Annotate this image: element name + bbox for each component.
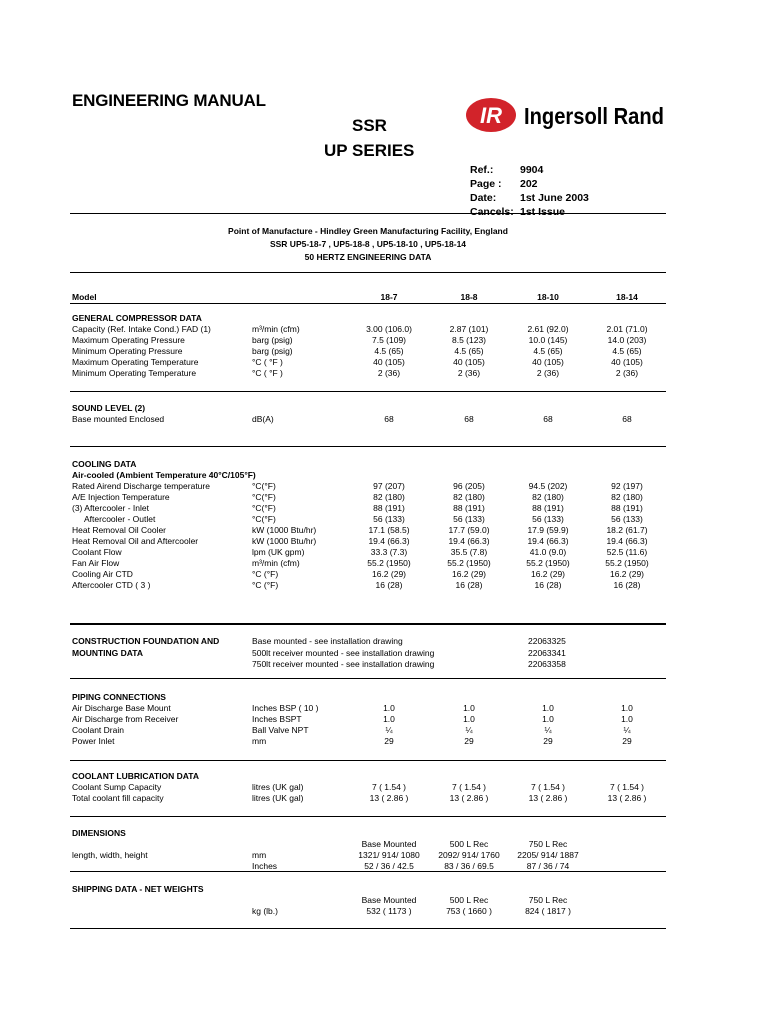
row-value: 68 <box>464 414 474 424</box>
table-header-row <box>72 895 568 906</box>
manufacture-point: Point of Manufacture - Hindley Green Manufacturing Facility, England <box>228 226 508 236</box>
table-row <box>72 782 645 793</box>
drawing-description: 500lt receiver mounted - see installation drawing <box>252 647 435 658</box>
mounting-heading: MOUNTING DATA <box>72 647 143 658</box>
table-row <box>72 793 647 804</box>
row-value: 13 ( 2.86 ) <box>449 793 489 803</box>
table-row <box>72 714 633 725</box>
table-row <box>72 569 645 580</box>
row-unit: litres (UK gal) <box>252 793 304 803</box>
reference-value: 1st June 2003 <box>520 192 589 204</box>
divider <box>70 272 666 273</box>
product-name: SSR <box>352 116 387 135</box>
column-header: Base Mounted <box>361 895 417 905</box>
row-value: 55.2 (1950) <box>367 558 411 568</box>
row-label: Rated Airend Discharge temperature <box>72 481 210 491</box>
row-value: 68 <box>384 414 394 424</box>
row-value: 55.2 (1950) <box>605 558 649 568</box>
row-label: Maximum Operating Temperature <box>72 357 199 367</box>
divider <box>70 678 666 679</box>
table-row <box>72 725 631 736</box>
row-label: Coolant Drain <box>72 725 124 735</box>
table-row <box>72 850 579 861</box>
row-value: 97 (207) <box>373 481 405 491</box>
model-code: 18-8 <box>460 292 478 302</box>
section-subheading: Air-cooled (Ambient Temperature 40°C/105°F) <box>72 470 256 480</box>
row-value: 17.7 (59.0) <box>448 525 490 535</box>
row-value: 29 <box>464 736 474 746</box>
row-value: 10.0 (145) <box>528 335 568 345</box>
row-unit: kW (1000 Btu/hr) <box>252 525 317 535</box>
divider <box>70 816 666 817</box>
row-unit: barg (psig) <box>252 335 293 345</box>
row-value: 8.5 (123) <box>451 335 487 345</box>
row-label: Fan Air Flow <box>72 558 120 568</box>
row-unit: Inches BSP ( 10 ) <box>252 703 319 713</box>
svg-text:IR: IR <box>480 103 502 128</box>
column-header: Base Mounted <box>361 839 417 849</box>
row-unit: m³/min (cfm) <box>252 324 300 334</box>
row-value: 96 (205) <box>453 481 485 491</box>
row-value: 17.9 (59.9) <box>527 525 569 535</box>
row-value: 2.87 (101) <box>449 324 489 334</box>
row-value: 29 <box>622 736 632 746</box>
row-value: 56 (133) <box>532 514 564 524</box>
row-label: Total coolant fill capacity <box>72 793 164 803</box>
column-header: 500 L Rec <box>449 895 489 905</box>
row-value: 4.5 (65) <box>454 346 484 356</box>
row-label: Aftercooler CTD ( 3 ) <box>72 580 151 590</box>
row-value: 2.61 (92.0) <box>527 324 569 334</box>
row-value: 753 ( 1660 ) <box>446 906 492 916</box>
drawing-number: 22063325 <box>528 636 566 646</box>
row-value: 19.4 (66.3) <box>368 536 410 546</box>
row-value: 92 (197) <box>611 481 643 491</box>
row-value: 88 (191) <box>532 503 564 513</box>
row-value: 40 (105) <box>532 357 564 367</box>
drawing-number: 22063341 <box>528 647 566 658</box>
row-unit: kW (1000 Btu/hr) <box>252 536 317 546</box>
row-unit: °C(°F) <box>252 503 276 513</box>
row-label: Base mounted Enclosed <box>72 414 165 424</box>
row-value: 1.0 <box>542 703 554 713</box>
divider <box>70 928 666 929</box>
table-row <box>72 580 641 591</box>
row-value: 16 (28) <box>534 580 562 590</box>
row-value: 1.0 <box>463 703 475 713</box>
row-value: 7 ( 1.54 ) <box>609 782 645 792</box>
row-value: 33.3 (7.3) <box>370 547 408 557</box>
row-value: 40 (105) <box>373 357 405 367</box>
row-value: 2 (36) <box>615 368 639 378</box>
row-unit: °C (°F) <box>252 569 279 579</box>
reference-key: Page : <box>470 178 502 190</box>
table-row <box>72 346 642 357</box>
row-value: 16.2 (29) <box>451 569 487 579</box>
row-value: 52 / 36 / 42.5 <box>364 861 414 871</box>
section-heading: GENERAL COMPRESSOR DATA <box>72 313 202 323</box>
row-label: Aftercooler - Outlet <box>84 514 156 524</box>
row-value: 1.0 <box>542 714 554 724</box>
table-row <box>72 324 648 335</box>
row-value: 35.5 (7.8) <box>450 547 488 557</box>
row-unit: barg (psig) <box>252 346 293 356</box>
row-value: 1.0 <box>383 714 395 724</box>
row-unit: °C ( °F ) <box>252 368 283 378</box>
reference-row <box>470 205 589 219</box>
piping-section <box>72 692 633 747</box>
table-row <box>72 536 648 547</box>
row-value: 55.2 (1950) <box>526 558 570 568</box>
row-value: 68 <box>543 414 553 424</box>
reference-block <box>470 163 589 219</box>
reference-row <box>470 177 589 191</box>
row-value: 7 ( 1.54 ) <box>371 782 407 792</box>
row-value: 7.5 (109) <box>371 335 407 345</box>
row-value: 41.0 (9.0) <box>529 547 567 557</box>
row-value: 94.5 (202) <box>528 481 568 491</box>
model-label: Model <box>72 292 97 302</box>
row-value: 18.2 (61.7) <box>606 525 648 535</box>
row-value: 88 (191) <box>611 503 643 513</box>
reference-key: Date: <box>470 192 497 204</box>
table-row <box>72 514 643 525</box>
shipping-section <box>72 884 571 917</box>
table-row <box>72 503 643 514</box>
row-label: Maximum Operating Pressure <box>72 335 185 345</box>
section-heading: SOUND LEVEL (2) <box>72 403 146 413</box>
row-value: 7 ( 1.54 ) <box>451 782 487 792</box>
column-header: 750 L Rec <box>528 895 568 905</box>
row-label: length, width, height <box>72 850 148 860</box>
row-value: 56 (133) <box>453 514 485 524</box>
row-value: 532 ( 1173 ) <box>366 906 412 916</box>
table-row <box>72 906 571 917</box>
table-row <box>72 481 643 492</box>
reference-row <box>470 163 589 177</box>
row-value: 82 (180) <box>611 492 643 502</box>
row-label: Coolant Flow <box>72 547 122 557</box>
row-value: 56 (133) <box>611 514 643 524</box>
row-value: 7 ( 1.54 ) <box>530 782 566 792</box>
model-code: 18-10 <box>537 292 559 302</box>
model-list: SSR UP5-18-7 , UP5-18-8 , UP5-18-10 , UP5-18-14 <box>269 239 467 249</box>
row-value: 14.0 (203) <box>607 335 647 345</box>
row-value: 40 (105) <box>611 357 643 367</box>
row-value: 13 ( 2.86 ) <box>607 793 647 803</box>
row-value: 1.0 <box>621 714 633 724</box>
table-row <box>72 492 643 503</box>
intro-block <box>70 225 666 264</box>
row-value: 824 ( 1817 ) <box>525 906 571 916</box>
row-value: 4.5 (65) <box>533 346 563 356</box>
row-value: 83 / 36 / 69.5 <box>444 861 494 871</box>
row-value: 29 <box>384 736 394 746</box>
section-heading: COOLANT LUBRICATION DATA <box>72 771 200 781</box>
table-row <box>72 368 639 379</box>
row-value: 2 (36) <box>377 368 401 378</box>
frequency-title: 50 HERTZ ENGINEERING DATA <box>304 252 432 262</box>
row-label: Heat Removal Oil Cooler <box>72 525 167 535</box>
divider <box>70 446 666 447</box>
row-value: 16.2 (29) <box>530 569 566 579</box>
row-value: 52.5 (11.6) <box>606 547 648 557</box>
row-value: 16 (28) <box>613 580 641 590</box>
column-header: 750 L Rec <box>528 839 568 849</box>
row-value: 16.2 (29) <box>609 569 645 579</box>
table-row <box>72 335 647 346</box>
row-value: 1.0 <box>383 703 395 713</box>
row-label: Air Discharge from Receiver <box>72 714 179 724</box>
row-label: Coolant Sump Capacity <box>72 782 162 792</box>
row-value: 3.00 (106.0) <box>366 324 412 334</box>
row-value: 1.0 <box>463 714 475 724</box>
row-value: ¼ <box>465 725 473 735</box>
row-value: 16 (28) <box>375 580 403 590</box>
table-row <box>72 558 649 569</box>
table-row <box>72 736 632 747</box>
row-value: 13 ( 2.86 ) <box>369 793 409 803</box>
model-code: 18-7 <box>380 292 398 302</box>
table-row <box>72 703 633 714</box>
section-heading: SHIPPING DATA - NET WEIGHTS <box>72 884 204 894</box>
row-value: 13 ( 2.86 ) <box>528 793 568 803</box>
drawing-description: Base mounted - see installation drawing <box>252 636 403 646</box>
row-label: Air Discharge Base Mount <box>72 703 171 713</box>
cooling-section <box>72 459 649 591</box>
row-label: Cooling Air CTD <box>72 569 133 579</box>
row-label: Power Inlet <box>72 736 115 746</box>
table-header-row <box>72 839 568 850</box>
row-value: 68 <box>622 414 632 424</box>
row-value: 17.1 (58.5) <box>368 525 410 535</box>
table-row <box>72 357 643 368</box>
row-unit: °C ( °F ) <box>252 357 283 367</box>
section-heading: DIMENSIONS <box>72 828 126 838</box>
divider <box>70 871 666 872</box>
section-heading: PIPING CONNECTIONS <box>72 692 166 702</box>
row-label: Minimum Operating Temperature <box>72 368 197 378</box>
divider <box>70 391 666 392</box>
divider <box>70 760 666 761</box>
row-value: 4.5 (65) <box>374 346 404 356</box>
row-value: 19.4 (66.3) <box>606 536 648 546</box>
row-value: 40 (105) <box>453 357 485 367</box>
row-unit: °C(°F) <box>252 481 276 491</box>
row-value: 2092/ 914/ 1760 <box>438 850 500 860</box>
drawing-number: 22063358 <box>528 659 566 669</box>
table-row <box>72 547 648 558</box>
row-unit: Inches BSPT <box>252 714 302 724</box>
row-unit: mm <box>252 850 267 860</box>
row-value: 87 / 36 / 74 <box>526 861 570 871</box>
row-label: Heat Removal Oil and Aftercooler <box>72 536 199 546</box>
general-section <box>72 313 648 379</box>
row-value: 16 (28) <box>455 580 483 590</box>
row-value: 19.4 (66.3) <box>448 536 490 546</box>
reference-value: 202 <box>520 178 538 190</box>
reference-row <box>470 191 589 205</box>
drawing-description: 750lt receiver mounted - see installation drawing <box>252 659 435 669</box>
row-unit: lpm (UK gpm) <box>252 547 305 557</box>
row-unit: litres (UK gal) <box>252 782 304 792</box>
row-value: 56 (133) <box>373 514 405 524</box>
row-unit: °C(°F) <box>252 514 276 524</box>
row-value: 82 (180) <box>453 492 485 502</box>
row-value: 4.5 (65) <box>612 346 642 356</box>
row-value: ¼ <box>544 725 552 735</box>
row-value: 2.01 (71.0) <box>606 324 648 334</box>
row-unit: mm <box>252 736 267 746</box>
dimensions-section <box>72 828 579 872</box>
manual-title: ENGINEERING MANUAL <box>72 91 266 110</box>
section-heading: COOLING DATA <box>72 459 137 469</box>
row-unit: m³/min (cfm) <box>252 558 300 568</box>
row-value: ¼ <box>385 725 393 735</box>
table-row <box>72 525 648 536</box>
row-value: 2 (36) <box>536 368 560 378</box>
svg-text:Ingersoll Rand: Ingersoll Rand <box>524 103 664 129</box>
coolant-section <box>72 771 647 804</box>
model-code: 18-14 <box>616 292 638 302</box>
row-label: A/E Injection Temperature <box>72 492 170 502</box>
divider <box>70 623 666 625</box>
row-value: 82 (180) <box>373 492 405 502</box>
row-value: 19.4 (66.3) <box>527 536 569 546</box>
row-value: ¼ <box>623 725 631 735</box>
row-value: 29 <box>543 736 553 746</box>
row-value: 1.0 <box>621 703 633 713</box>
row-unit: °C(°F) <box>252 492 276 502</box>
row-value: 2205/ 914/ 1887 <box>517 850 579 860</box>
sound-section <box>72 403 632 425</box>
reference-key: Ref.: <box>470 164 494 176</box>
reference-key: Cancels: <box>470 206 514 218</box>
series-name: UP SERIES <box>324 141 415 160</box>
row-value: 55.2 (1950) <box>447 558 491 568</box>
row-value: 16.2 (29) <box>371 569 407 579</box>
row-value: 82 (180) <box>532 492 564 502</box>
divider <box>70 213 666 214</box>
row-label: Minimum Operating Pressure <box>72 346 183 356</box>
row-label: Capacity (Ref. Intake Cond.) FAD (1) <box>72 324 211 334</box>
ingersoll-rand-logo <box>466 96 666 134</box>
table-row <box>72 414 632 425</box>
row-value: 88 (191) <box>373 503 405 513</box>
reference-value: 1st Issue <box>520 206 565 218</box>
row-unit: °C (°F) <box>252 580 279 590</box>
reference-value: 9904 <box>520 164 544 176</box>
row-unit: Inches <box>252 861 278 871</box>
row-unit: dB(A) <box>252 414 274 424</box>
column-header: 500 L Rec <box>449 839 489 849</box>
row-value: 1321/ 914/ 1080 <box>358 850 420 860</box>
construction-heading: CONSTRUCTION FOUNDATION AND <box>72 636 220 646</box>
row-unit: Ball Valve NPT <box>252 725 309 735</box>
row-value: 2 (36) <box>457 368 481 378</box>
row-value: 88 (191) <box>453 503 485 513</box>
divider <box>70 303 666 304</box>
row-label: (3) Aftercooler - Inlet <box>72 503 150 513</box>
row-unit: kg (lb.) <box>252 906 278 916</box>
